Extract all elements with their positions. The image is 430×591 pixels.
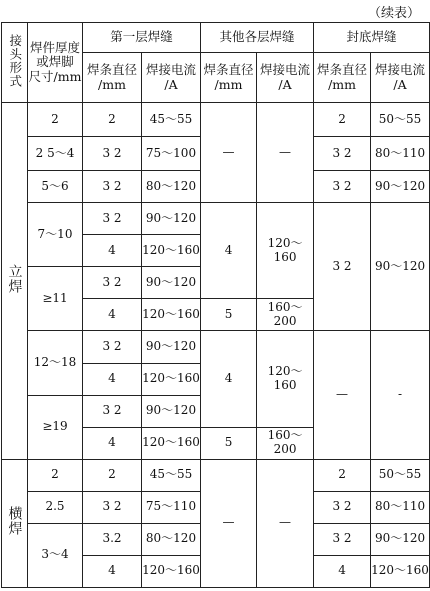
cell-back-current: 50～55 <box>371 459 430 491</box>
cell-current: 90～120 <box>142 395 201 427</box>
cell-current: 80～120 <box>142 171 201 203</box>
cell-other-diameter: 4 <box>201 203 257 299</box>
cell-back-diameter: — <box>314 331 371 459</box>
cell-other-current: 160～200 <box>257 427 314 459</box>
header-rod-diameter-2: 焊条直径 /mm <box>201 53 257 103</box>
cell-back-current: 90～120 <box>371 171 430 203</box>
cell-current: 120～160 <box>142 235 201 267</box>
cell-rod-diameter: 3 2 <box>83 203 142 235</box>
cell-back-diameter: 3 2 <box>314 137 371 171</box>
cell-back-current: 90～120 <box>371 523 430 555</box>
cell-other-diameter: — <box>201 459 257 587</box>
cell-rod-diameter: 3 2 <box>83 331 142 363</box>
cell-thickness: 3～4 <box>28 523 83 587</box>
cell-thickness: 2.5 <box>28 491 83 523</box>
cell-thickness: ≥19 <box>28 395 83 459</box>
cell-rod-diameter: 4 <box>83 427 142 459</box>
header-current-1: 焊接电流 /A <box>142 53 201 103</box>
group-vertical: 立焊 <box>2 103 28 460</box>
cell-back-current: 50～55 <box>371 103 430 137</box>
cell-current: 75～110 <box>142 491 201 523</box>
group-horizontal: 横焊 <box>2 459 28 587</box>
cell-rod-diameter: 3 2 <box>83 137 142 171</box>
cell-current: 120～160 <box>142 299 201 331</box>
cell-other-current: 120～160 <box>257 331 314 427</box>
header-joint-form: 接头形式 <box>2 23 28 103</box>
cell-other-current: 120～160 <box>257 203 314 299</box>
table-row <box>2 331 430 363</box>
cell-other-diameter: 4 <box>201 331 257 427</box>
cell-current: 120～160 <box>142 427 201 459</box>
header-first-layer: 第一层焊缝 <box>83 23 201 53</box>
header-thickness: 焊件厚度 或焊脚 尺寸/mm <box>28 23 83 103</box>
cell-back-current: 80～110 <box>371 491 430 523</box>
cell-rod-diameter: 3 2 <box>83 491 142 523</box>
cell-rod-diameter: 3 2 <box>83 171 142 203</box>
cell-rod-diameter: 2 <box>83 459 142 491</box>
cell-thickness: 2 <box>28 103 83 137</box>
cell-other-diameter: 5 <box>201 427 257 459</box>
cell-thickness: ≥11 <box>28 267 83 331</box>
table-row <box>2 203 430 235</box>
cell-back-diameter: 2 <box>314 459 371 491</box>
table-row <box>2 459 430 491</box>
cell-current: 90～120 <box>142 203 201 235</box>
cell-back-diameter: 3 2 <box>314 523 371 555</box>
cell-other-current: 160～200 <box>257 299 314 331</box>
header-rod-diameter-3: 焊条直径 /mm <box>314 53 371 103</box>
cell-current: 120～160 <box>142 363 201 395</box>
cell-thickness: 2 5～4 <box>28 137 83 171</box>
cell-current: 45～55 <box>142 103 201 137</box>
cell-back-current: 120～160 <box>371 555 430 587</box>
cell-back-current: - <box>371 331 430 459</box>
cell-rod-diameter: 4 <box>83 555 142 587</box>
cell-other-current: — <box>257 459 314 587</box>
cell-back-diameter: 2 <box>314 103 371 137</box>
cell-back-diameter: 3 2 <box>314 171 371 203</box>
cell-current: 45～55 <box>142 459 201 491</box>
cell-back-current: 80～110 <box>371 137 430 171</box>
cell-rod-diameter: 3.2 <box>83 523 142 555</box>
header-current-3: 焊接电流 /A <box>371 53 430 103</box>
cell-back-diameter: 4 <box>314 555 371 587</box>
cell-thickness: 2 <box>28 459 83 491</box>
cell-back-diameter: 3 2 <box>314 203 371 331</box>
cell-rod-diameter: 2 <box>83 103 142 137</box>
cell-back-current: 90～120 <box>371 203 430 331</box>
cell-thickness: 12～18 <box>28 331 83 395</box>
cell-current: 90～120 <box>142 331 201 363</box>
cell-current: 80～120 <box>142 523 201 555</box>
cell-current: 120～160 <box>142 555 201 587</box>
header-current-2: 焊接电流 /A <box>257 53 314 103</box>
cell-thickness: 7～10 <box>28 203 83 267</box>
cell-other-diameter: 5 <box>201 299 257 331</box>
continued-label: （续表） <box>367 6 420 21</box>
cell-back-diameter: 3 2 <box>314 491 371 523</box>
cell-rod-diameter: 3 2 <box>83 267 142 299</box>
cell-rod-diameter: 3 2 <box>83 395 142 427</box>
header-rod-diameter-1: 焊条直径 /mm <box>83 53 142 103</box>
header-back-weld: 封底焊缝 <box>314 23 430 53</box>
cell-rod-diameter: 4 <box>83 235 142 267</box>
cell-thickness: 5～6 <box>28 171 83 203</box>
cell-current: 75～100 <box>142 137 201 171</box>
cell-rod-diameter: 4 <box>83 363 142 395</box>
cell-other-current: — <box>257 103 314 203</box>
cell-current: 90～120 <box>142 267 201 299</box>
header-other-layers: 其他各层焊缝 <box>201 23 314 53</box>
cell-rod-diameter: 4 <box>83 299 142 331</box>
welding-parameter-table <box>1 22 430 588</box>
cell-other-diameter: — <box>201 103 257 203</box>
table-row <box>2 103 430 137</box>
